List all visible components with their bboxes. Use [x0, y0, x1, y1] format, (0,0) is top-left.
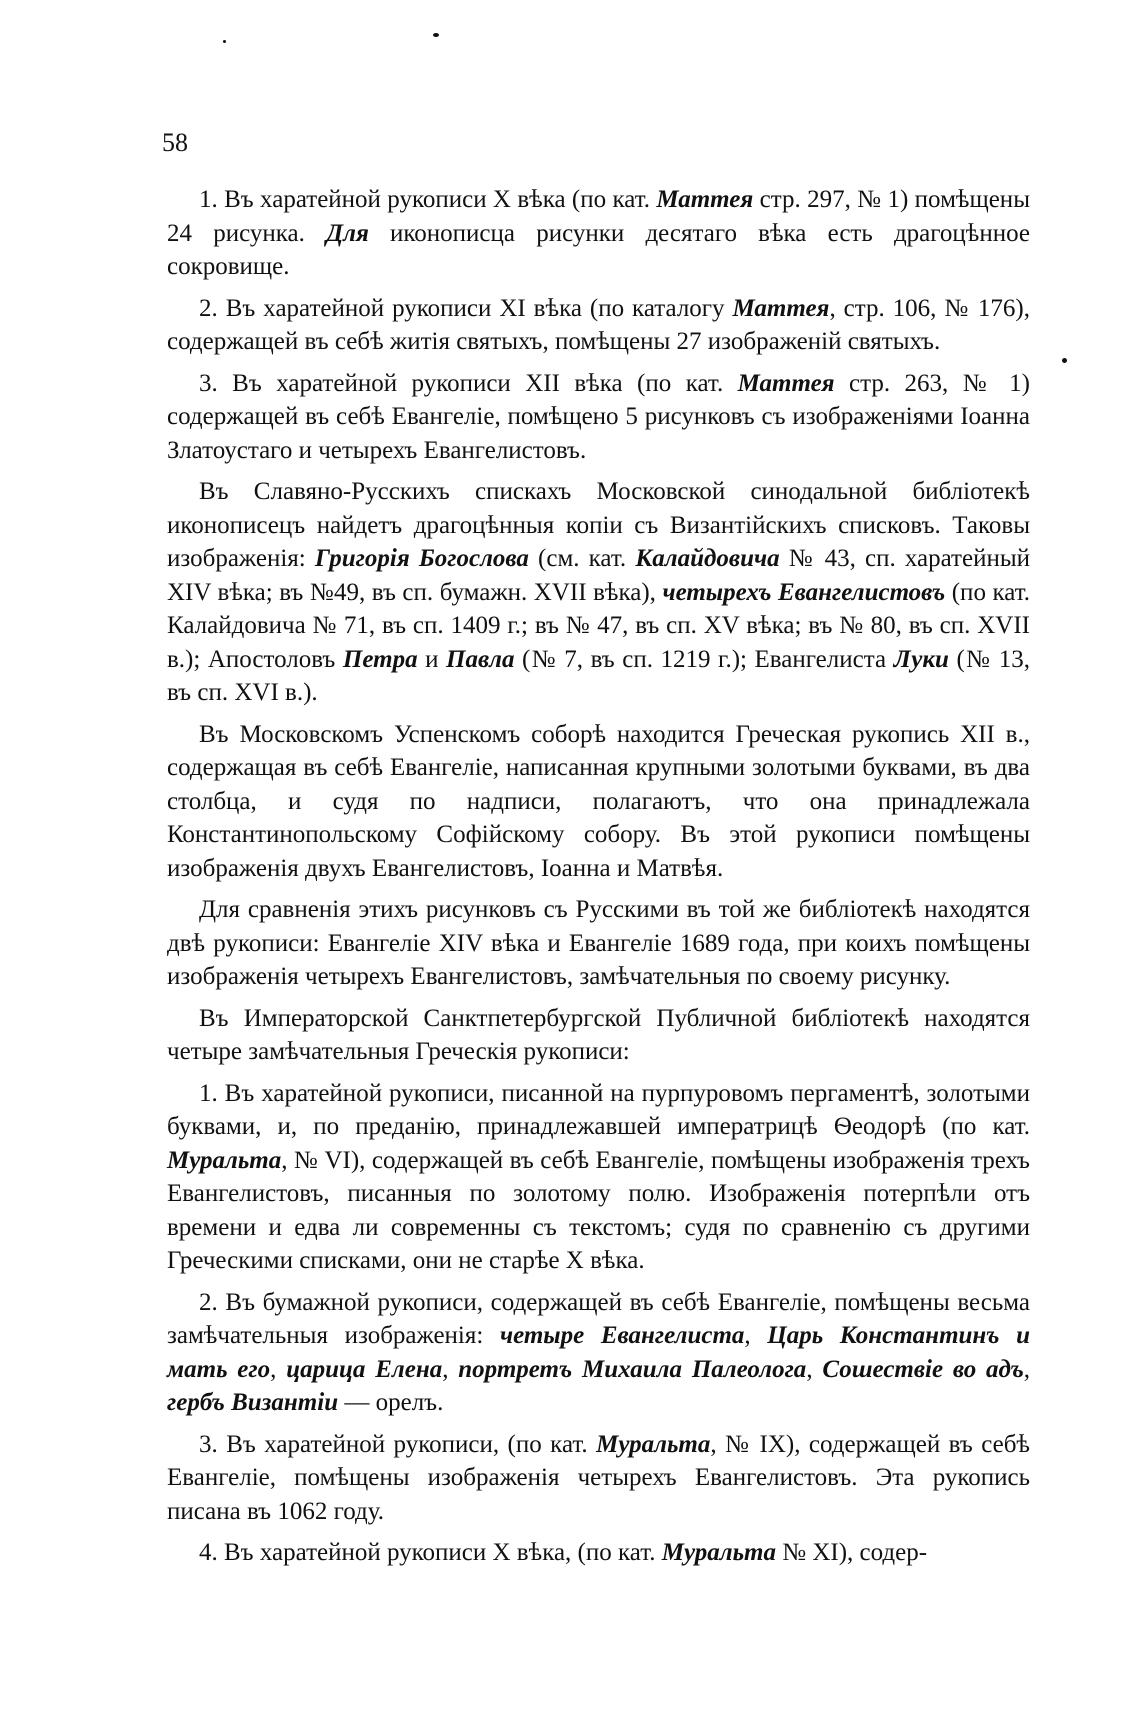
paragraph: 2. Въ бумажной рукописи, содержащей въ себѣ Евангеліе, помѣщены весьма замѣчательныя изображенія: четыре Евангелиста, Царь Константинъ и мать его, царица Елена, портретъ Михаила Палеолога, Сошествіе во адъ, гербъ Византіи — орелъ.: [167, 1288, 1031, 1416]
paragraph: 1. Въ харатейной рукописи X вѣка (по кат. Маттея стр. 297, № 1) помѣщены 24 рисунка. Для иконописца рисунки десятаго вѣка есть драгоцѣнное сокровище.: [167, 186, 1030, 280]
ink-speck: [1062, 358, 1067, 363]
paragraph: 4. Въ харатейной рукописи X вѣка, (по кат. Муральта № XI), содер-: [199, 1539, 928, 1566]
paragraph: Въ Московскомъ Успенскомъ соборѣ находится Греческая рукопись XII в., содержащая въ себѣ Евангеліе, написанная крупными золотыми буквами, въ два столбца, и судя по надписи, полагаютъ, что она принадлежала Константинопольскому Софійскому собору. Въ этой рукописи помѣщены изображенія двухъ Евангелистовъ, Іоанна и Матвѣя.: [167, 720, 1030, 882]
ink-speck: [223, 40, 226, 43]
body-text: [167, 183, 1030, 1578]
page-number: 58: [162, 128, 188, 157]
ink-speck: [433, 33, 439, 37]
paragraph: 1. Въ харатейной рукописи, писанной на пурпуровомъ пергаментѣ, золотыми буквами, и, по преданію, принадлежавшей императрицѣ Ѳеодорѣ (по кат. Муральта, № VI), содержащей въ себѣ Евангеліе, помѣщены изображенія трехъ Евангелистовъ, писанныя по золотому полю. Изображенія потерпѣли отъ времени и едва ли современны съ текстомъ; судя по сравненію съ другими Греческими списками, они не старѣе X вѣка.: [167, 1079, 1030, 1274]
paragraph: Для сравненія этихъ рисунковъ съ Русскими въ той же библіотекѣ находятся двѣ рукописи: Евангеліе XIV вѣка и Евангеліе 1689 года, при коихъ помѣщены изображенія четырехъ Евангелистовъ, замѣчательныя по своему рисунку.: [167, 896, 1030, 990]
paragraph: Въ Императорской Санктпетербургской Публичной библіотекѣ находятся четыре замѣчательныя Греческія рукописи:: [167, 1004, 1030, 1065]
paragraph: 3. Въ харатейной рукописи, (по кат. Муральта, № IX), содержащей въ себѣ Евангеліе, помѣщены изображенія четырехъ Евангелистовъ. Эта рукопись писана въ 1062 году.: [167, 1430, 1030, 1525]
paragraph: 2. Въ харатейной рукописи XI вѣка (по каталогу Маттея, стр. 106, № 176), содержащей въ себѣ житія святыхъ, помѣщены 27 изображеній святыхъ.: [167, 294, 1030, 355]
paragraph: Въ Славяно-Русскихъ спискахъ Московской синодальной библіотекѣ иконописецъ найдетъ драгоцѣнныя копіи съ Византійскихъ списковъ. Таковы изображенія: Григорія Богослова (см. кат. Калайдовича № 43, сп. харатейный XIV вѣка; въ №49, въ сп. бумажн. XVII вѣка), четырехъ Евангелистовъ (по кат. Калайдовича № 71, въ сп. 1409 г.; въ № 47, въ сп. XV вѣка; въ № 80, въ сп. XVII в.); Апостоловъ Петра и Павла (№ 7, въ сп. 1219 г.); Евангелиста Луки (№ 13, въ сп. XVI в.).: [167, 478, 1031, 706]
paragraph: 3. Въ харатейной рукописи XII вѣка (по кат. Маттея стр. 263, № 1) содержащей въ себѣ Евангеліе, помѣщено 5 рисунковъ съ изображеніями Іоанна Златоустаго и четырехъ Евангелистовъ.: [167, 369, 1030, 464]
